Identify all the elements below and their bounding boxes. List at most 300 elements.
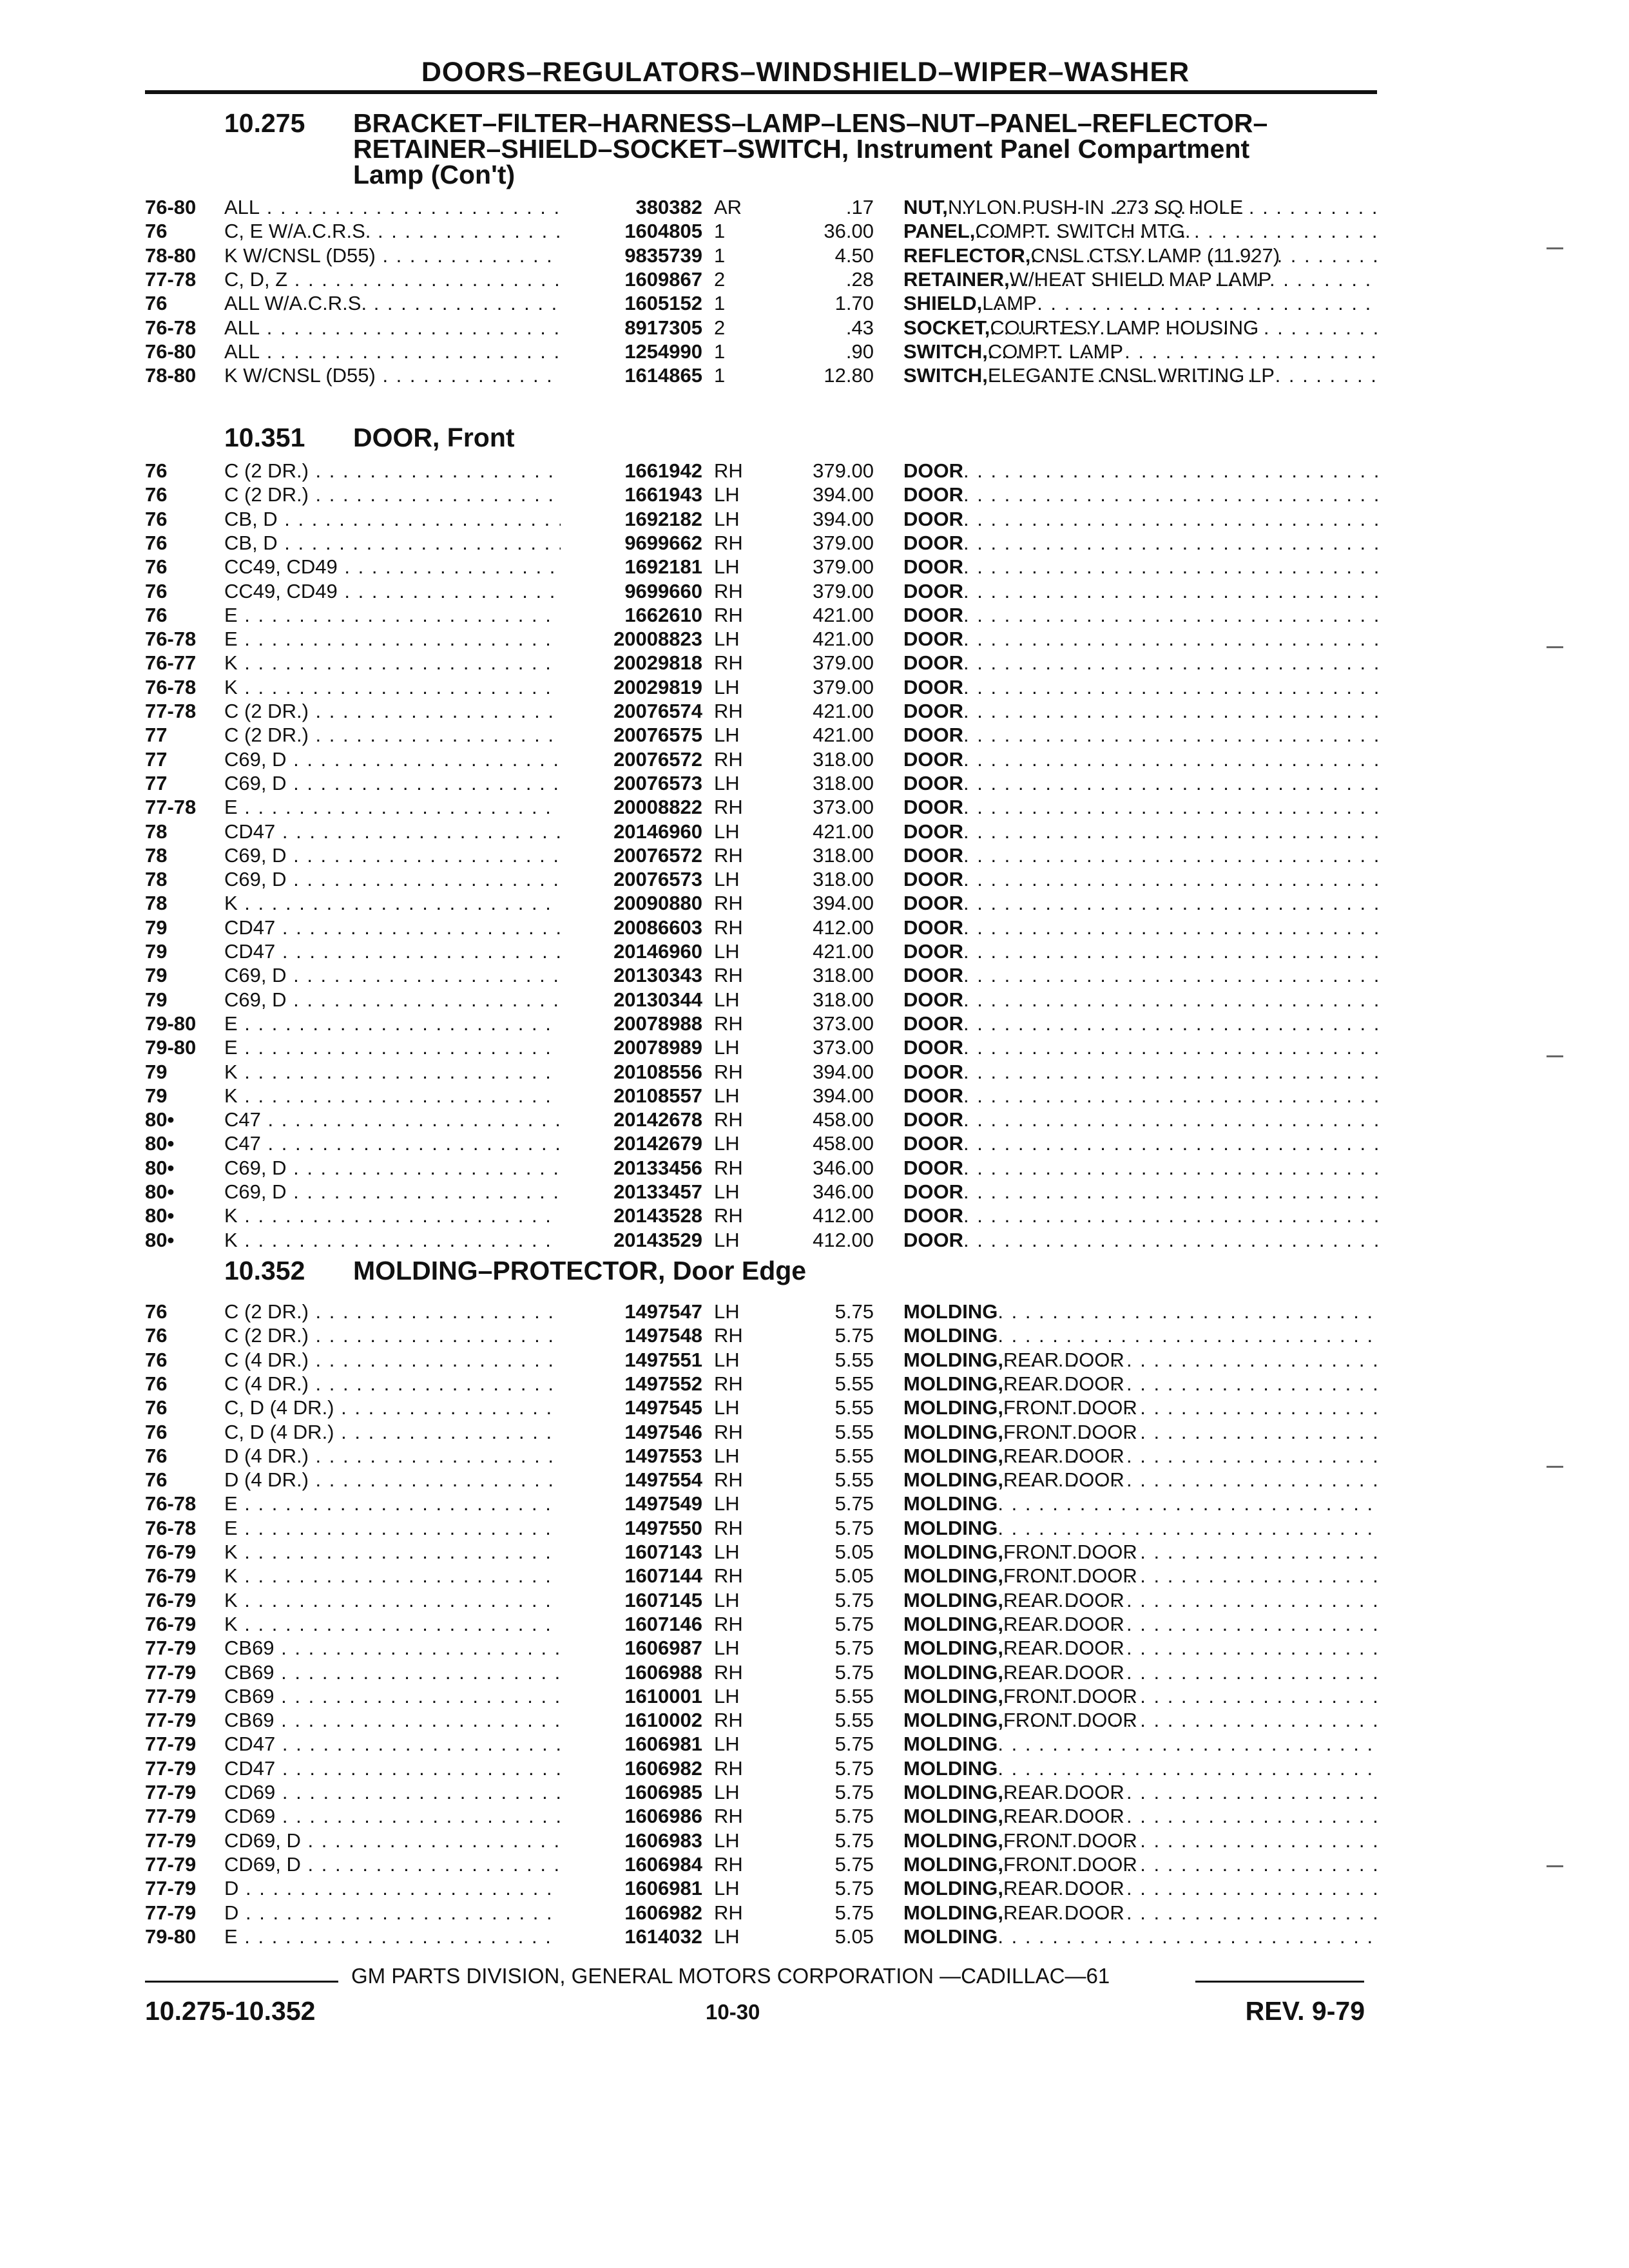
price: 5.05 <box>834 1541 874 1563</box>
part-detail: REAR DOOR <box>1003 1468 1124 1492</box>
quantity: LH <box>714 507 740 530</box>
application: C (2 DR.) . . . <box>224 459 561 483</box>
part-description <box>903 891 1379 915</box>
application: E . . . <box>224 1492 561 1515</box>
table-row <box>0 459 1629 483</box>
application: E . . . <box>224 1035 561 1059</box>
application: CC49, CD49 . . . <box>224 555 561 579</box>
part-number: 1610001 <box>624 1684 702 1707</box>
model-year: 76 <box>145 1396 168 1419</box>
part-number: 1661942 <box>624 459 702 482</box>
part-number: 1610002 <box>624 1709 702 1732</box>
part-description <box>903 1876 1379 1900</box>
part-number: 20142679 <box>613 1132 702 1155</box>
price: 394.00 <box>813 507 874 530</box>
part-name: DOOR <box>903 555 963 579</box>
price: 373.00 <box>813 1012 874 1035</box>
table-row <box>0 771 1629 795</box>
part-number: 20078988 <box>613 1012 702 1035</box>
part-description <box>903 244 1379 267</box>
application: CC49, CD49 . . . <box>224 579 561 603</box>
application: CB, D . . . <box>224 507 561 531</box>
application: C (4 DR.) . . . <box>224 1348 561 1372</box>
part-description <box>903 316 1379 340</box>
application: ALL . . . <box>224 340 561 363</box>
quantity: LH <box>714 1036 740 1059</box>
application: C69, D . . . <box>224 1180 561 1204</box>
section-title-line2: RETAINER–SHIELD–SOCKET–SWITCH, Instrument Panel Compartment <box>353 134 1250 164</box>
part-description <box>903 1708 1379 1732</box>
price: .17 <box>845 196 874 218</box>
part-description <box>903 988 1379 1012</box>
price: .28 <box>845 267 874 291</box>
part-description <box>903 483 1379 506</box>
price: 394.00 <box>813 892 874 915</box>
quantity: RH <box>714 1901 743 1924</box>
quantity: RH <box>714 459 743 482</box>
part-number: 380382 <box>635 196 702 218</box>
application: C69, D . . . <box>224 963 561 987</box>
continuation-row <box>0 387 1629 411</box>
part-detail: REAR DOOR <box>1003 1781 1124 1803</box>
price: 318.00 <box>813 771 874 794</box>
footer-page-number: 10-30 <box>706 2000 760 2024</box>
model-year: 79-80 <box>145 1012 197 1035</box>
section-number: 10.275 <box>224 108 305 138</box>
part-name: MOLDING <box>903 1492 998 1515</box>
application: C (2 DR.) . . . <box>224 699 561 723</box>
part-detail: REAR DOOR <box>1003 1877 1124 1900</box>
part-description <box>903 219 1379 243</box>
part-name: MOLDING <box>903 1925 998 1948</box>
part-number: 1605152 <box>624 292 702 315</box>
quantity: LH <box>714 1925 740 1948</box>
price: 394.00 <box>813 1084 874 1107</box>
price: 5.75 <box>834 1637 874 1660</box>
part-detail: REAR DOOR <box>1003 1588 1124 1611</box>
table-row <box>0 723 1629 747</box>
part-description <box>903 963 1379 987</box>
part-number: 1606985 <box>624 1781 702 1803</box>
part-detail: REAR DOOR <box>1003 1444 1124 1467</box>
quantity: RH <box>714 796 743 819</box>
part-name: MOLDING, <box>903 1660 1003 1684</box>
application: C69, D . . . <box>224 1156 561 1180</box>
part-name: RETAINER, <box>903 267 1010 291</box>
application: D (4 DR.) . . . <box>224 1444 561 1468</box>
part-number: 20008823 <box>613 628 702 651</box>
model-year: 78 <box>145 892 168 915</box>
model-year: 80• <box>145 1108 175 1131</box>
part-name: DOOR <box>903 651 963 675</box>
quantity: RH <box>714 1108 743 1131</box>
part-description <box>903 1012 1379 1035</box>
table-row <box>0 340 1629 363</box>
price: 394.00 <box>813 1060 874 1083</box>
table-row <box>0 1156 1629 1180</box>
part-name: MOLDING, <box>903 1852 1003 1876</box>
part-description <box>903 1780 1379 1804</box>
model-year: 80• <box>145 1132 175 1155</box>
table-row <box>0 1540 1629 1564</box>
quantity: LH <box>714 628 740 651</box>
part-description <box>903 1372 1379 1396</box>
model-year: 76 <box>145 1372 168 1395</box>
application: C47 . . . <box>224 1108 561 1131</box>
table-row <box>0 675 1629 699</box>
quantity: RH <box>714 1372 743 1395</box>
part-detail: FRONT DOOR <box>1003 1684 1137 1707</box>
application: CD47 . . . <box>224 820 561 843</box>
part-description <box>903 1804 1379 1828</box>
table-row <box>0 627 1629 651</box>
price: 5.55 <box>834 1420 874 1443</box>
table-row <box>0 651 1629 675</box>
quantity: RH <box>714 1709 743 1732</box>
part-number: 20090880 <box>613 892 702 915</box>
model-year: 76 <box>145 579 168 602</box>
part-description <box>903 1180 1379 1204</box>
part-detail: REAR DOOR <box>1003 1637 1124 1660</box>
model-year: 79 <box>145 1084 168 1107</box>
table-row <box>0 916 1629 939</box>
part-description <box>903 867 1379 891</box>
part-description <box>903 1323 1379 1347</box>
part-name: DOOR <box>903 796 963 819</box>
part-detail: LAMP <box>982 292 1037 315</box>
table-row <box>0 795 1629 819</box>
part-number: 1606982 <box>624 1756 702 1780</box>
application: ALL W/A.C.R.S. . . . <box>224 291 561 315</box>
price: 412.00 <box>813 916 874 939</box>
part-description <box>903 1420 1379 1444</box>
part-detail: REAR DOOR <box>1003 1348 1124 1371</box>
part-description <box>903 507 1379 531</box>
part-name: MOLDING, <box>903 1781 1003 1803</box>
part-description <box>903 1732 1379 1756</box>
table-row <box>0 1756 1629 1780</box>
model-year: 76 <box>145 1444 168 1467</box>
part-description <box>903 723 1379 747</box>
part-name: DOOR <box>903 1084 963 1107</box>
part-name: SOCKET, <box>903 316 990 339</box>
model-year: 76-78 <box>145 628 197 651</box>
quantity: RH <box>714 843 743 867</box>
application: C, D (4 DR.) . . . <box>224 1396 561 1419</box>
margin-mark <box>1547 1466 1563 1468</box>
table-row <box>0 1060 1629 1084</box>
part-description <box>903 1636 1379 1660</box>
part-number: 1606987 <box>624 1637 702 1660</box>
part-description <box>903 459 1379 483</box>
part-number: 20108557 <box>613 1084 702 1107</box>
part-description <box>903 1156 1379 1180</box>
price: 421.00 <box>813 603 874 626</box>
part-number: 1497551 <box>624 1348 702 1371</box>
part-name: MOLDING, <box>903 1637 1003 1660</box>
footer-rule-left <box>145 1981 338 1983</box>
price: 394.00 <box>813 483 874 506</box>
price: 421.00 <box>813 820 874 843</box>
part-number: 1606983 <box>624 1829 702 1852</box>
model-year: 78-80 <box>145 364 197 387</box>
part-number: 20143528 <box>613 1204 702 1227</box>
table-row <box>0 363 1629 387</box>
application: ALL . . . <box>224 316 561 340</box>
model-year: 76-78 <box>145 1516 197 1539</box>
table-row <box>0 1732 1629 1756</box>
price: 5.05 <box>834 1564 874 1588</box>
part-name: DOOR <box>903 1156 963 1179</box>
part-number: 20108556 <box>613 1060 702 1083</box>
model-year: 76 <box>145 531 168 554</box>
part-description <box>903 1348 1379 1372</box>
part-name: MOLDING, <box>903 1564 1003 1588</box>
part-description <box>903 1060 1379 1084</box>
part-description <box>903 627 1379 651</box>
price: 318.00 <box>813 843 874 867</box>
quantity: RH <box>714 1612 743 1635</box>
part-description <box>903 1444 1379 1468</box>
part-name: DOOR <box>903 988 963 1011</box>
part-number: 9699660 <box>624 579 702 602</box>
table-row <box>0 507 1629 531</box>
part-description <box>903 1852 1379 1876</box>
part-number: 1497546 <box>624 1420 702 1443</box>
quantity: LH <box>714 675 740 698</box>
part-number: 20146960 <box>613 820 702 843</box>
price: 5.75 <box>834 1877 874 1900</box>
application: CD47 . . . <box>224 1732 561 1756</box>
part-detail: FRONT DOOR <box>1003 1396 1137 1419</box>
part-name: SWITCH, <box>903 364 988 387</box>
table-row <box>0 1852 1629 1876</box>
price: 4.50 <box>834 244 874 267</box>
part-number: 1604805 <box>624 220 702 243</box>
part-name: DOOR <box>903 507 963 530</box>
table-row <box>0 195 1629 219</box>
part-name: MOLDING, <box>903 1372 1003 1395</box>
model-year: 77 <box>145 724 168 747</box>
footer-section-range: 10.275-10.352 <box>145 1996 316 2026</box>
part-name: DOOR <box>903 1108 963 1131</box>
application: K . . . <box>224 1588 561 1612</box>
part-number: 20076573 <box>613 868 702 891</box>
part-name: DOOR <box>903 771 963 794</box>
model-year: 76-79 <box>145 1588 197 1611</box>
part-description <box>903 939 1379 963</box>
price: .90 <box>845 340 874 363</box>
part-description <box>903 1492 1379 1515</box>
price: 5.55 <box>834 1709 874 1732</box>
application: C (2 DR.) . . . <box>224 1323 561 1347</box>
part-description <box>903 1108 1379 1131</box>
table-row <box>0 579 1629 603</box>
model-year: 76 <box>145 220 168 243</box>
application: CD69 . . . <box>224 1780 561 1804</box>
application: C (4 DR.) . . . <box>224 1372 561 1396</box>
table-row <box>0 1468 1629 1492</box>
model-year: 76 <box>145 507 168 530</box>
quantity: LH <box>714 1733 740 1756</box>
part-detail: FRONT DOOR <box>1003 1852 1137 1876</box>
footer-publisher: GM PARTS DIVISION, GENERAL MOTORS CORPORATION —CADILLAC—61 <box>351 1964 1110 1988</box>
quantity: LH <box>714 1300 740 1323</box>
part-name: SHIELD, <box>903 292 983 315</box>
part-description <box>903 1396 1379 1419</box>
quantity: LH <box>714 940 740 963</box>
price: 421.00 <box>813 724 874 747</box>
quantity: LH <box>714 820 740 843</box>
application: C69, D . . . <box>224 843 561 867</box>
price: 5.75 <box>834 1733 874 1756</box>
part-description <box>903 651 1379 675</box>
application: K . . . <box>224 1204 561 1227</box>
part-name: DOOR <box>903 579 963 602</box>
part-name: MOLDING, <box>903 1348 1003 1371</box>
quantity: LH <box>714 1829 740 1852</box>
part-detail: ELEGANTE CNSL WRITING LP <box>987 364 1275 387</box>
part-number: 20076572 <box>613 843 702 867</box>
quantity: LH <box>714 1541 740 1563</box>
model-year: 77-79 <box>145 1805 197 1828</box>
model-year: 79 <box>145 964 168 987</box>
part-name: MOLDING, <box>903 1541 1003 1563</box>
part-name: MOLDING, <box>903 1877 1003 1900</box>
table-row <box>0 1228 1629 1252</box>
part-description <box>903 1035 1379 1059</box>
application: K . . . <box>224 1228 561 1252</box>
quantity: 1 <box>714 244 726 267</box>
part-name: DOOR <box>903 1036 963 1059</box>
price: 5.75 <box>834 1756 874 1780</box>
application: CD69, D . . . <box>224 1852 561 1876</box>
table-row <box>0 1804 1629 1828</box>
part-number: 20076575 <box>613 724 702 747</box>
table-row <box>0 1925 1629 1948</box>
part-description <box>903 675 1379 699</box>
part-number: 1606984 <box>624 1852 702 1876</box>
application: D (4 DR.) . . . <box>224 1468 561 1492</box>
part-name: DOOR <box>903 1012 963 1035</box>
part-detail: NYLON PUSH-IN .273 SQ HOLE <box>947 196 1244 218</box>
part-name: DOOR <box>903 892 963 915</box>
part-name: DOOR <box>903 843 963 867</box>
part-description <box>903 1684 1379 1708</box>
price: 412.00 <box>813 1204 874 1227</box>
part-description <box>903 1612 1379 1636</box>
part-name: DOOR <box>903 1060 963 1083</box>
part-description <box>903 747 1379 771</box>
quantity: RH <box>714 1012 743 1035</box>
part-name: MOLDING, <box>903 1588 1003 1611</box>
table-row <box>0 1564 1629 1588</box>
part-number: 20143529 <box>613 1228 702 1251</box>
part-description <box>903 363 1379 387</box>
price: 379.00 <box>813 555 874 579</box>
part-detail: REAR DOOR <box>1003 1372 1124 1395</box>
part-detail: COURTESY LAMP HOUSING <box>990 316 1259 339</box>
section-title-line3: Lamp (Con't) <box>353 160 516 189</box>
part-number: 1254990 <box>624 340 702 363</box>
model-year: 77-79 <box>145 1781 197 1803</box>
part-name: MOLDING, <box>903 1468 1003 1492</box>
price: 5.05 <box>834 1925 874 1948</box>
part-detail: CNSL CTSY LAMP (11.927) <box>1030 244 1280 267</box>
application: E . . . <box>224 1012 561 1035</box>
quantity: RH <box>714 1756 743 1780</box>
part-description <box>903 1564 1379 1588</box>
table-row <box>0 963 1629 987</box>
table-row <box>0 891 1629 915</box>
part-description <box>903 579 1379 603</box>
model-year: 76-79 <box>145 1541 197 1563</box>
price: 5.75 <box>834 1805 874 1828</box>
part-description <box>903 340 1379 363</box>
application: K . . . <box>224 1564 561 1588</box>
part-name: DOOR <box>903 531 963 554</box>
part-number: 1606986 <box>624 1805 702 1828</box>
price: 458.00 <box>813 1132 874 1155</box>
part-description <box>903 1228 1379 1252</box>
part-name: MOLDING, <box>903 1444 1003 1467</box>
part-description <box>903 795 1379 819</box>
quantity: LH <box>714 483 740 506</box>
part-description <box>903 1925 1379 1948</box>
table-row <box>0 1516 1629 1540</box>
price: 5.55 <box>834 1348 874 1371</box>
application: C, D, Z . . . <box>224 267 561 291</box>
model-year: 77-79 <box>145 1660 197 1684</box>
model-year: 76-77 <box>145 651 197 675</box>
part-description <box>903 195 1379 219</box>
price: 5.75 <box>834 1852 874 1876</box>
model-year: 80• <box>145 1204 175 1227</box>
table-row <box>0 1348 1629 1372</box>
part-number: 1606981 <box>624 1733 702 1756</box>
part-description <box>903 1540 1379 1564</box>
model-year: 76-79 <box>145 1612 197 1635</box>
application: CB69 . . . <box>224 1708 561 1732</box>
price: 5.75 <box>834 1781 874 1803</box>
table-row <box>0 1444 1629 1468</box>
part-detail: REAR DOOR <box>1003 1612 1124 1635</box>
part-description <box>903 843 1379 867</box>
table-row <box>0 291 1629 315</box>
model-year: 77-78 <box>145 700 197 722</box>
application: E . . . <box>224 1516 561 1540</box>
price: .43 <box>845 316 874 339</box>
model-year: 80• <box>145 1228 175 1251</box>
table-row <box>0 1396 1629 1419</box>
application: CD47 . . . <box>224 939 561 963</box>
model-year: 77 <box>145 747 168 771</box>
part-detail: FRONT DOOR <box>1003 1564 1137 1588</box>
model-year: 79 <box>145 916 168 939</box>
quantity: RH <box>714 651 743 675</box>
table-row <box>0 939 1629 963</box>
price: 5.55 <box>834 1444 874 1467</box>
part-number: 1607143 <box>624 1541 702 1563</box>
footer-rule-right <box>1195 1981 1364 1983</box>
application: C, D (4 DR.) . . . <box>224 1420 561 1444</box>
part-name: MOLDING, <box>903 1684 1003 1707</box>
quantity: LH <box>714 1684 740 1707</box>
quantity: AR <box>714 196 742 218</box>
quantity: LH <box>714 1588 740 1611</box>
part-name: MOLDING, <box>903 1612 1003 1635</box>
quantity: RH <box>714 1324 743 1347</box>
